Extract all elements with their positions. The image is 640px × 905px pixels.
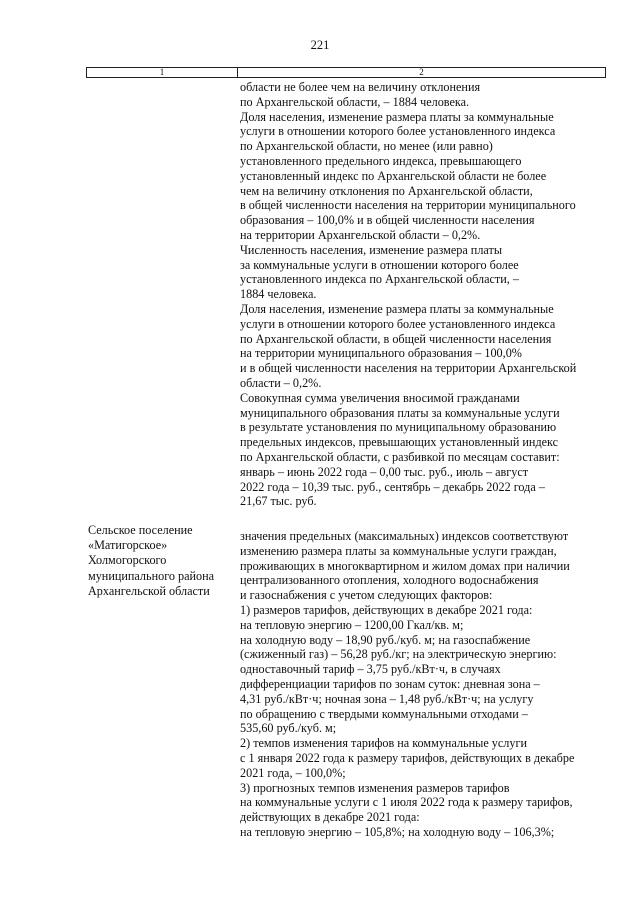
text-line: образования – 100,0% и в общей численности населения xyxy=(240,213,535,228)
text-line: 3) прогнозных темпов изменения размеров тарифов xyxy=(240,780,510,795)
text-line: на территории муниципального образования – 100,0% xyxy=(240,346,522,361)
text-line: предельных индексов, превышающих установленный индекс xyxy=(240,435,559,450)
text-line: в общей численности населения на территории муниципального xyxy=(240,198,576,213)
table-header-row xyxy=(86,67,606,78)
text-line: Доля населения, изменение размера платы за коммунальные xyxy=(240,301,554,316)
text-line: чем на величину отклонения по Архангельской области, xyxy=(240,183,533,198)
text-line: по Архангельской области, – 1884 человека. xyxy=(240,94,470,109)
text-line: значения предельных (максимальных) индексов соответствуют xyxy=(240,529,569,543)
text-line: 1) размеров тарифов, действующих в декабре 2021 года: xyxy=(240,602,533,617)
text-line: проживающих в многоквартирном и жилом домах при наличии xyxy=(240,558,570,573)
text-line: услуги в отношении которого более установленного индекса xyxy=(240,316,556,331)
text-line: одноставочный тариф – 3,75 руб./кВт·ч, в случаях xyxy=(240,662,501,677)
text-line: 535,60 руб./куб. м; xyxy=(240,721,337,736)
text-line: 2) темпов изменения тарифов на коммунальные услуги xyxy=(240,736,527,751)
text-line: 2021 года, – 100,0%; xyxy=(240,765,346,780)
municipality-name xyxy=(88,523,238,599)
text-line: области – 0,2%. xyxy=(240,375,322,390)
region-summary-text xyxy=(240,80,610,509)
municipality-name-line: муниципального района xyxy=(88,568,215,583)
text-line: Совокупная сумма увеличения вносимой гражданами xyxy=(240,390,520,405)
text-line: установленный индекс по Архангельской области не более xyxy=(240,168,547,183)
municipality-name-line: Холмогорского xyxy=(88,553,167,568)
text-line: по обращению с твердыми коммунальными отходами – xyxy=(240,706,528,721)
text-line: и газоснабжения с учетом следующих факторов: xyxy=(240,588,493,603)
table-header-col-2: 2 xyxy=(419,67,424,77)
text-line: установленного предельного индекса, превышающего xyxy=(240,153,522,168)
text-line: и в общей численности населения на территории Архангельской xyxy=(240,361,577,376)
municipality-name-line: Архангельской области xyxy=(88,583,210,598)
text-line: на тепловую энергию – 1200,00 Гкал/кв. м; xyxy=(240,617,464,632)
text-line: на коммунальные услуги с 1 июля 2022 года к размеру тарифов, xyxy=(240,795,573,810)
text-line: в результате установления по муниципальному образованию xyxy=(240,420,557,435)
text-line: действующих в декабре 2021 года: xyxy=(240,810,420,825)
text-line: муниципального образования платы за коммунальные услуги xyxy=(240,405,560,420)
text-line: с 1 января 2022 года к размеру тарифов, действующих в декабре xyxy=(240,750,575,765)
text-line: 2022 года – 10,39 тыс. руб., сентябрь – декабрь 2022 года – xyxy=(240,479,545,494)
municipality-name-line: Сельское поселение xyxy=(88,523,193,537)
text-line: изменению размера платы за коммунальные услуги граждан, xyxy=(240,543,557,558)
text-line: январь – июнь 2022 года – 0,00 тыс. руб., июль – август xyxy=(240,464,529,479)
table-header-col-1: 1 xyxy=(87,68,238,77)
text-line: по Архангельской области, в общей численности населения xyxy=(240,331,552,346)
page-number: 221 xyxy=(310,38,330,52)
text-line: Доля населения, изменение размера платы за коммунальные xyxy=(240,109,554,124)
municipality-name-line: «Матигорское» xyxy=(88,538,168,553)
text-line: на холодную воду – 18,90 руб./куб. м; на газоспабжение xyxy=(240,632,531,647)
text-line: услуги в отношении которого более установленного индекса xyxy=(240,124,556,139)
text-line: (сжиженный газ) – 56,28 руб./кг; на электрическую энергию: xyxy=(240,647,557,662)
text-line: на тепловую энергию – 105,8%; на холодную воду – 106,3%; xyxy=(240,824,555,839)
text-line: 4,31 руб./кВт·ч; ночная зона – 1,48 руб./кВт·ч; на услугу xyxy=(240,691,534,706)
text-line: 1884 человека. xyxy=(240,287,317,302)
text-line: по Архангельской области, но менее (или равно) xyxy=(240,139,493,154)
municipality-index-text xyxy=(240,529,610,840)
text-line: за коммунальные услуги в отношении которого более xyxy=(240,257,519,272)
text-line: установленного индекса по Архангельской области, – xyxy=(240,272,519,287)
text-line: Численность населения, изменение размера платы xyxy=(240,242,503,257)
text-line: 21,67 тыс. руб. xyxy=(240,494,317,509)
text-line: дифференциации тарифов по зонам суток: дневная зона – xyxy=(240,676,540,691)
text-line: на территории Архангельской области – 0,2%. xyxy=(240,227,481,242)
text-line: централизованного отопления, холодного водоснабжения xyxy=(240,573,539,588)
text-line: области не более чем на величину отклонения xyxy=(240,80,481,94)
text-line: по Архангельской области, с разбивкой по месяцам составит: xyxy=(240,449,560,464)
